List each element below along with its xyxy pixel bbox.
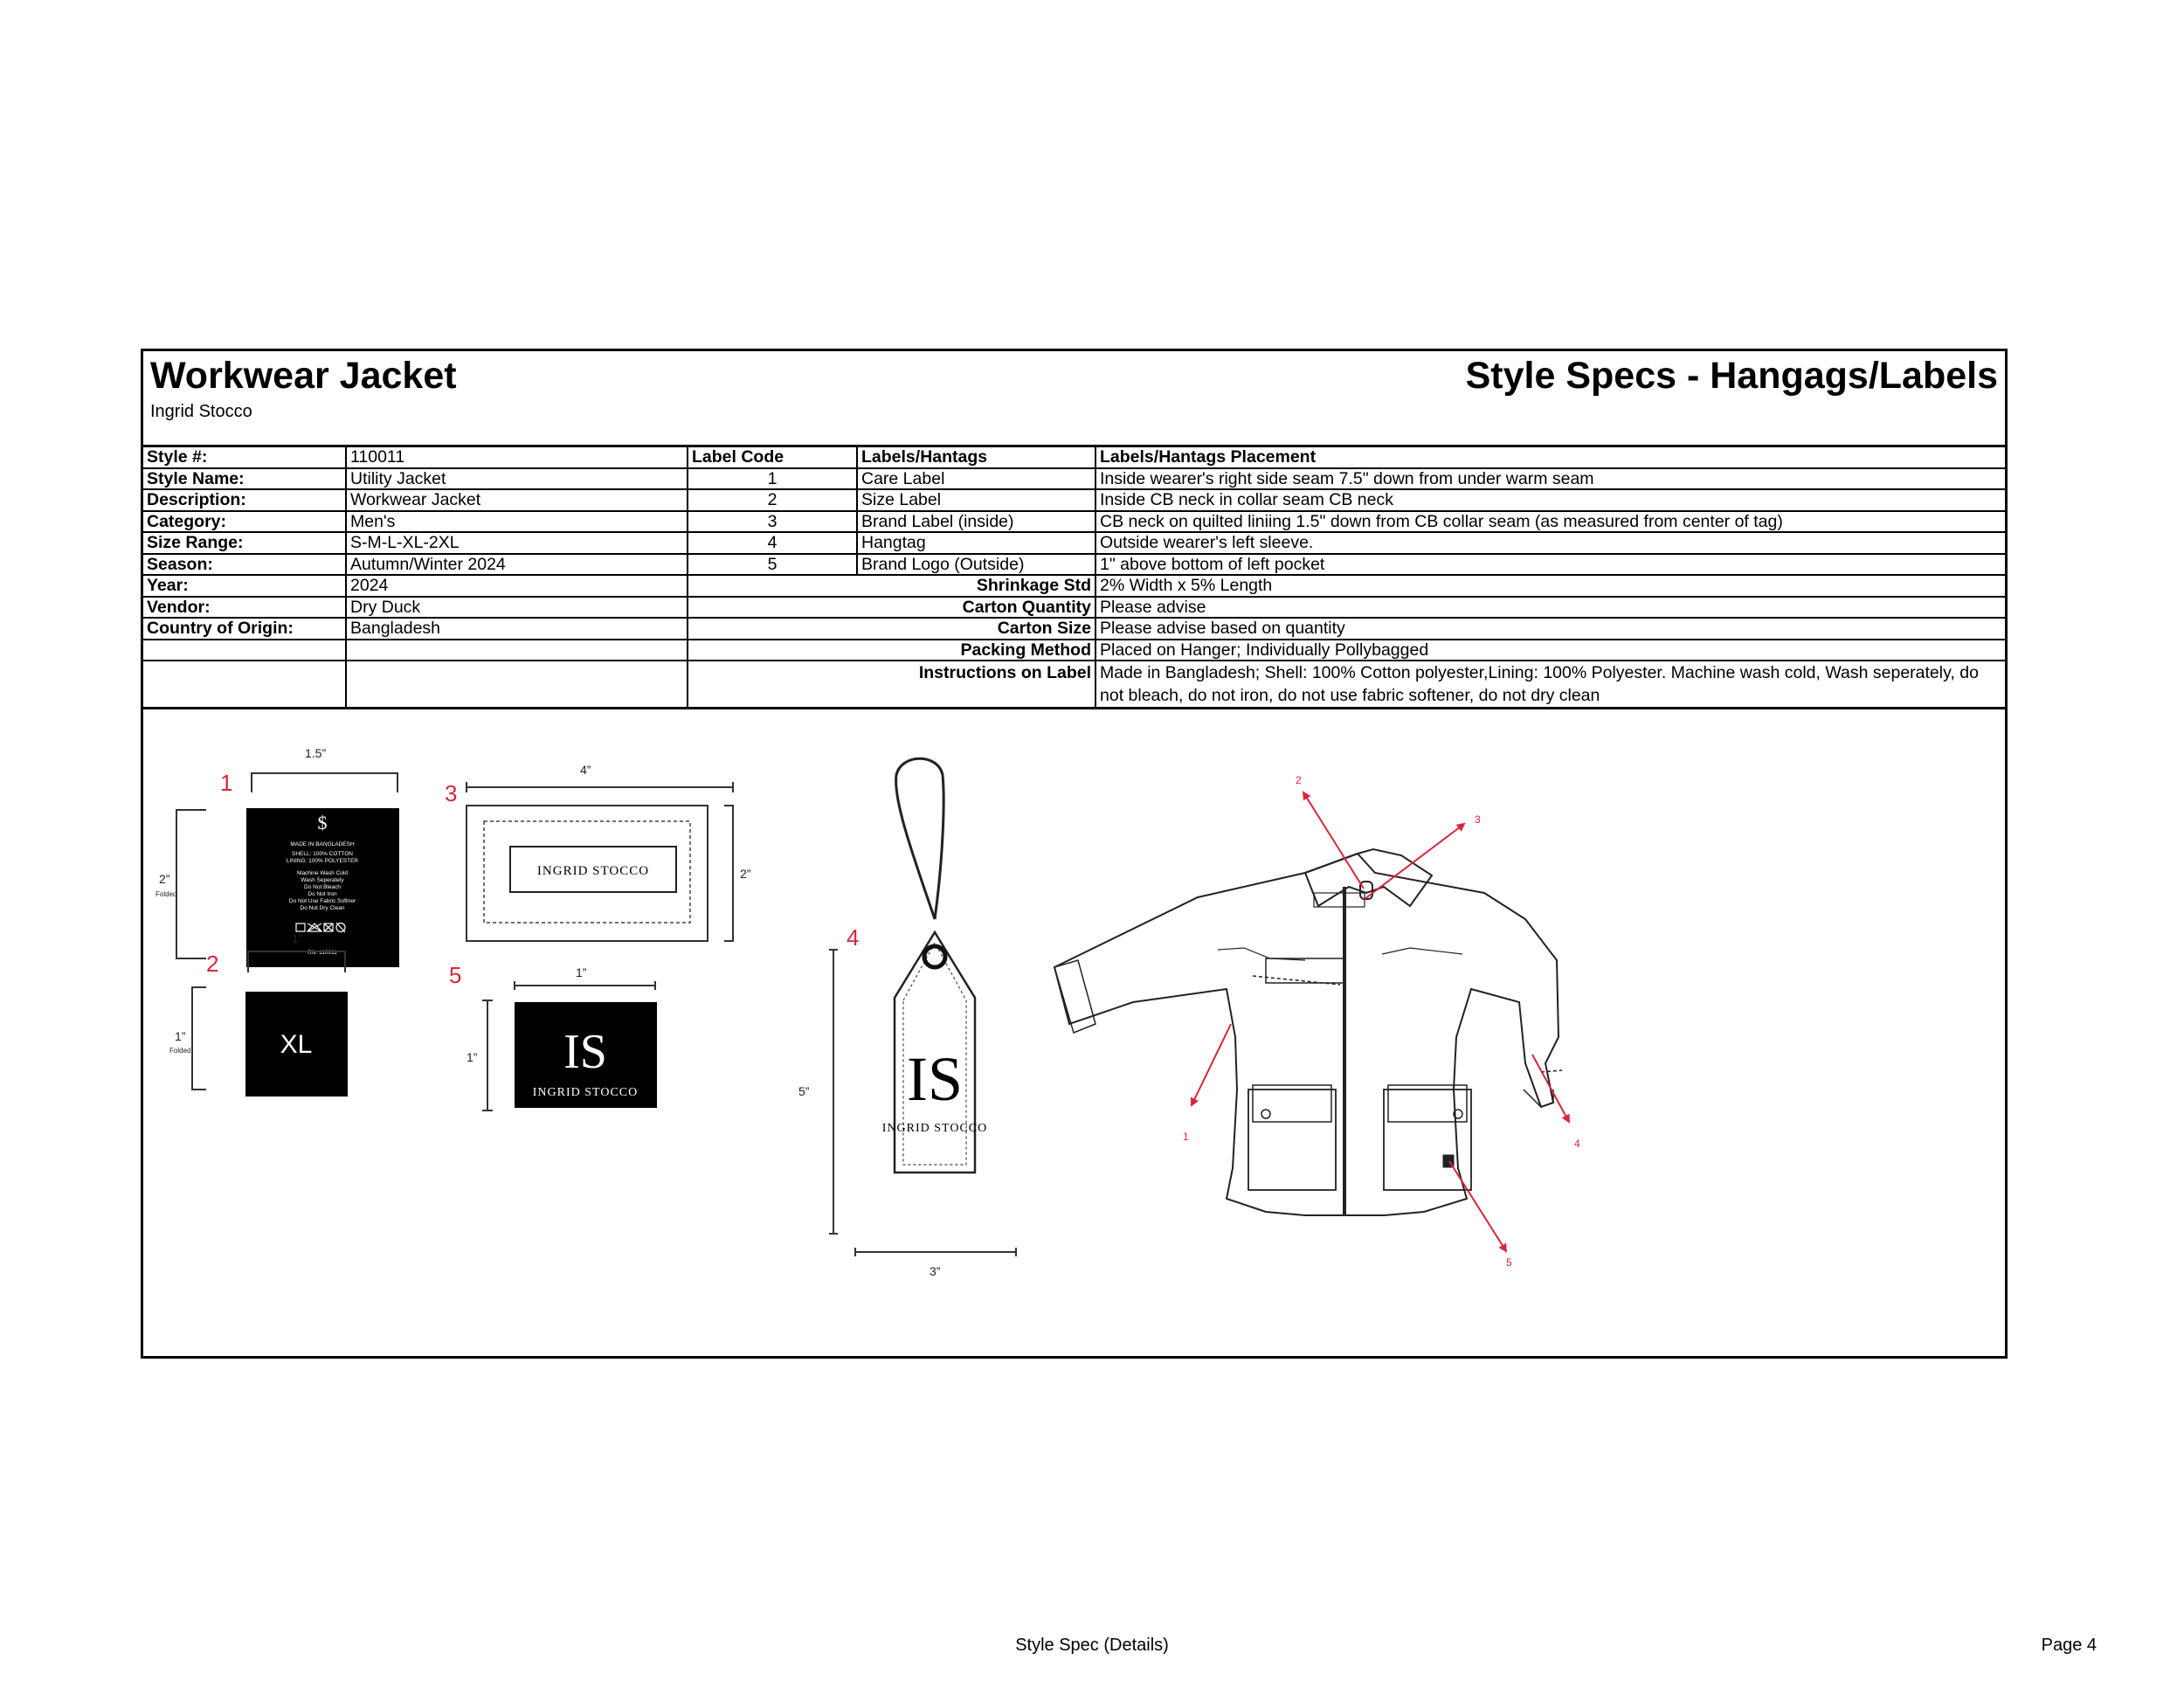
season-label: Season: xyxy=(143,554,346,576)
packing-method-value: Placed on Hanger; Individually Pollybagged xyxy=(1095,640,2005,661)
dimension-line xyxy=(192,987,206,1090)
label-placement: Inside CB neck in collar seam CB neck xyxy=(1095,489,2005,511)
brand-label-artwork xyxy=(445,763,751,941)
brand-logo-height: 1” xyxy=(467,1050,478,1064)
care-text: Do Not Iron xyxy=(308,891,337,897)
label-name: Hangtag xyxy=(857,532,1095,554)
table-row xyxy=(143,575,2005,597)
care-text: LINING: 100% POLYESTER xyxy=(286,858,359,864)
spec-table xyxy=(143,445,2005,709)
carton-quantity-label: Carton Quantity xyxy=(688,597,1095,619)
vendor-label: Vendor: xyxy=(143,597,346,619)
table-row xyxy=(143,661,2005,709)
care-text: Do Not Bleach xyxy=(304,884,341,890)
dimension-line xyxy=(724,806,733,941)
hangtag-height: 5” xyxy=(798,1084,810,1098)
size-label-height: 1” xyxy=(175,1029,186,1043)
callout-arrow xyxy=(1192,1024,1231,1105)
designer-name: Ingrid Stocco xyxy=(150,402,252,421)
sheet-title: Style Specs - Hangags/Labels xyxy=(1465,355,1998,397)
category-value: Men's xyxy=(346,511,688,533)
label-code: 2 xyxy=(688,489,857,511)
empty-cell xyxy=(346,661,688,709)
size-range-label: Size Range: xyxy=(143,532,346,554)
carton-size-label: Carton Size xyxy=(688,618,1095,640)
care-label-height-note: Folded xyxy=(156,890,177,898)
callout-number: 4 xyxy=(1574,1138,1580,1150)
instructions-value: Made in Bangladesh; Shell: 100% Cotton polyester,Lining: 100% Polyester. Machine wash cold, Wash seperately, do not bleach, do not iron, do not use fabric softener, do not dry clean xyxy=(1095,661,2005,709)
table-row xyxy=(143,597,2005,619)
callout-arrow xyxy=(1532,1055,1569,1122)
brand-label-text: INGRID STOCCO xyxy=(536,864,650,878)
country-value: Bangladesh xyxy=(346,618,688,640)
size-label-height-note: Folded xyxy=(169,1047,191,1055)
dimension-line xyxy=(855,1248,1016,1256)
label-placement: Inside wearer's right side seam 7.5" down from under warm seam xyxy=(1095,468,2005,490)
care-text: Do Not Dry Clean xyxy=(300,905,345,911)
dimension-line xyxy=(829,950,838,1234)
empty-cell xyxy=(143,661,346,709)
care-label-number: 1 xyxy=(220,770,233,796)
label-code: 1 xyxy=(688,468,857,490)
carton-size-value: Please advise based on quantity xyxy=(1095,618,2005,640)
size-label-number: 2 xyxy=(206,951,219,977)
size-value: XL xyxy=(280,1030,313,1059)
table-row xyxy=(143,468,2005,490)
care-label-artwork xyxy=(156,746,399,967)
jacket-illustration xyxy=(1054,849,1562,1215)
callout-number: 5 xyxy=(1506,1256,1512,1269)
category-label: Category: xyxy=(143,511,346,533)
description-value: Workwear Jacket xyxy=(346,489,688,511)
callout-arrow xyxy=(1365,824,1464,899)
carton-quantity-value: Please advise xyxy=(1095,597,2005,619)
style-name-label: Style Name: xyxy=(143,468,346,490)
document-title: Workwear Jacket xyxy=(150,355,457,397)
brand-logo-text: INGRID STOCCO xyxy=(532,1086,639,1099)
care-text: SHELL: 100% COTTON xyxy=(292,851,353,857)
brand-logo-artwork xyxy=(449,962,657,1110)
label-name: Brand Label (inside) xyxy=(857,511,1095,533)
size-range-value: S-M-L-XL-2XL xyxy=(346,532,688,554)
label-name: Brand Logo (Outside) xyxy=(857,554,1095,576)
monogram-icon: IS xyxy=(906,1044,964,1114)
label-artwork xyxy=(143,723,2005,1352)
table-row xyxy=(143,446,2005,468)
vendor-value: Dry Duck xyxy=(346,597,688,619)
brand-logo-width: 1” xyxy=(576,965,587,979)
season-value: Autumn/Winter 2024 xyxy=(346,554,688,576)
brand-label-height: 2” xyxy=(740,867,751,881)
spec-sheet xyxy=(141,349,2008,1359)
shrinkage-label: Shrinkage Std xyxy=(688,575,1095,597)
labels-header: Labels/Hantags xyxy=(857,446,1095,468)
callout-number: 1 xyxy=(1183,1131,1189,1143)
table-row xyxy=(143,489,2005,511)
label-name: Care Label xyxy=(857,468,1095,490)
monogram-icon: $ xyxy=(317,812,328,834)
brand-label-width: 4” xyxy=(580,763,591,777)
page-number: Page 4 xyxy=(2041,1636,2097,1655)
empty-cell xyxy=(143,640,346,661)
description-label: Description: xyxy=(143,489,346,511)
table-row xyxy=(143,511,2005,533)
hangtag-width: 3” xyxy=(930,1264,941,1278)
care-rn: RN: 110011 xyxy=(308,950,337,956)
hangtag-artwork xyxy=(798,758,1016,1278)
label-code-header: Label Code xyxy=(688,446,857,468)
style-name-value: Utility Jacket xyxy=(346,468,688,490)
table-row xyxy=(143,532,2005,554)
dimension-line xyxy=(176,810,206,958)
table-row xyxy=(143,618,2005,640)
callout-arrow xyxy=(1449,1161,1506,1251)
callout-number: 2 xyxy=(1296,774,1302,786)
dimension-line xyxy=(467,782,733,792)
year-value: 2024 xyxy=(346,575,688,597)
dimension-line xyxy=(515,981,655,990)
placement-header: Labels/Hantags Placement xyxy=(1095,446,2005,468)
brand-logo-number: 5 xyxy=(449,962,462,988)
packing-method-label: Packing Method xyxy=(688,640,1095,661)
shrinkage-value: 2% Width x 5% Length xyxy=(1095,575,2005,597)
label-name: Size Label xyxy=(857,489,1095,511)
care-text: MADE IN BANGLADESH xyxy=(290,841,355,847)
care-label-width: 1.5” xyxy=(305,746,327,760)
hangtag-number: 4 xyxy=(847,924,860,951)
empty-cell xyxy=(346,640,688,661)
year-label: Year: xyxy=(143,575,346,597)
label-placement: Outside wearer's left sleeve. xyxy=(1095,532,2005,554)
table-row xyxy=(143,554,2005,576)
label-placement: 1" above bottom of left pocket xyxy=(1095,554,2005,576)
eyelet-icon xyxy=(924,946,945,967)
care-label-height: 2” xyxy=(159,872,170,886)
country-label: Country of Origin: xyxy=(143,618,346,640)
style-label: Style #: xyxy=(143,446,346,468)
callout-arrow xyxy=(1303,792,1364,889)
callout-number: 3 xyxy=(1475,813,1481,826)
monogram-icon: IS xyxy=(563,1025,607,1079)
dimension-line xyxy=(482,1000,493,1110)
care-text: Machine Wash Cold xyxy=(297,870,348,876)
table-row xyxy=(143,640,2005,661)
label-code: 4 xyxy=(688,532,857,554)
instructions-label: Instructions on Label xyxy=(688,661,1095,709)
brand-label-number: 3 xyxy=(445,780,458,806)
care-text: Do Not Use Fabric Softner xyxy=(288,898,356,904)
dimension-line xyxy=(252,773,397,792)
label-code: 3 xyxy=(688,511,857,533)
footer-title: Style Spec (Details) xyxy=(1015,1636,1169,1655)
care-text: Wash Seperately xyxy=(301,877,344,883)
hangtag-brand-text: INGRID STOCCO xyxy=(881,1122,988,1135)
label-code: 5 xyxy=(688,554,857,576)
label-placement: CB neck on quilted liniing 1.5" down from CB collar seam (as measured from center of tag) xyxy=(1095,511,2005,533)
hangtag-string xyxy=(896,758,944,919)
size-label-width: 1” xyxy=(292,931,303,945)
style-value: 110011 xyxy=(346,446,688,468)
